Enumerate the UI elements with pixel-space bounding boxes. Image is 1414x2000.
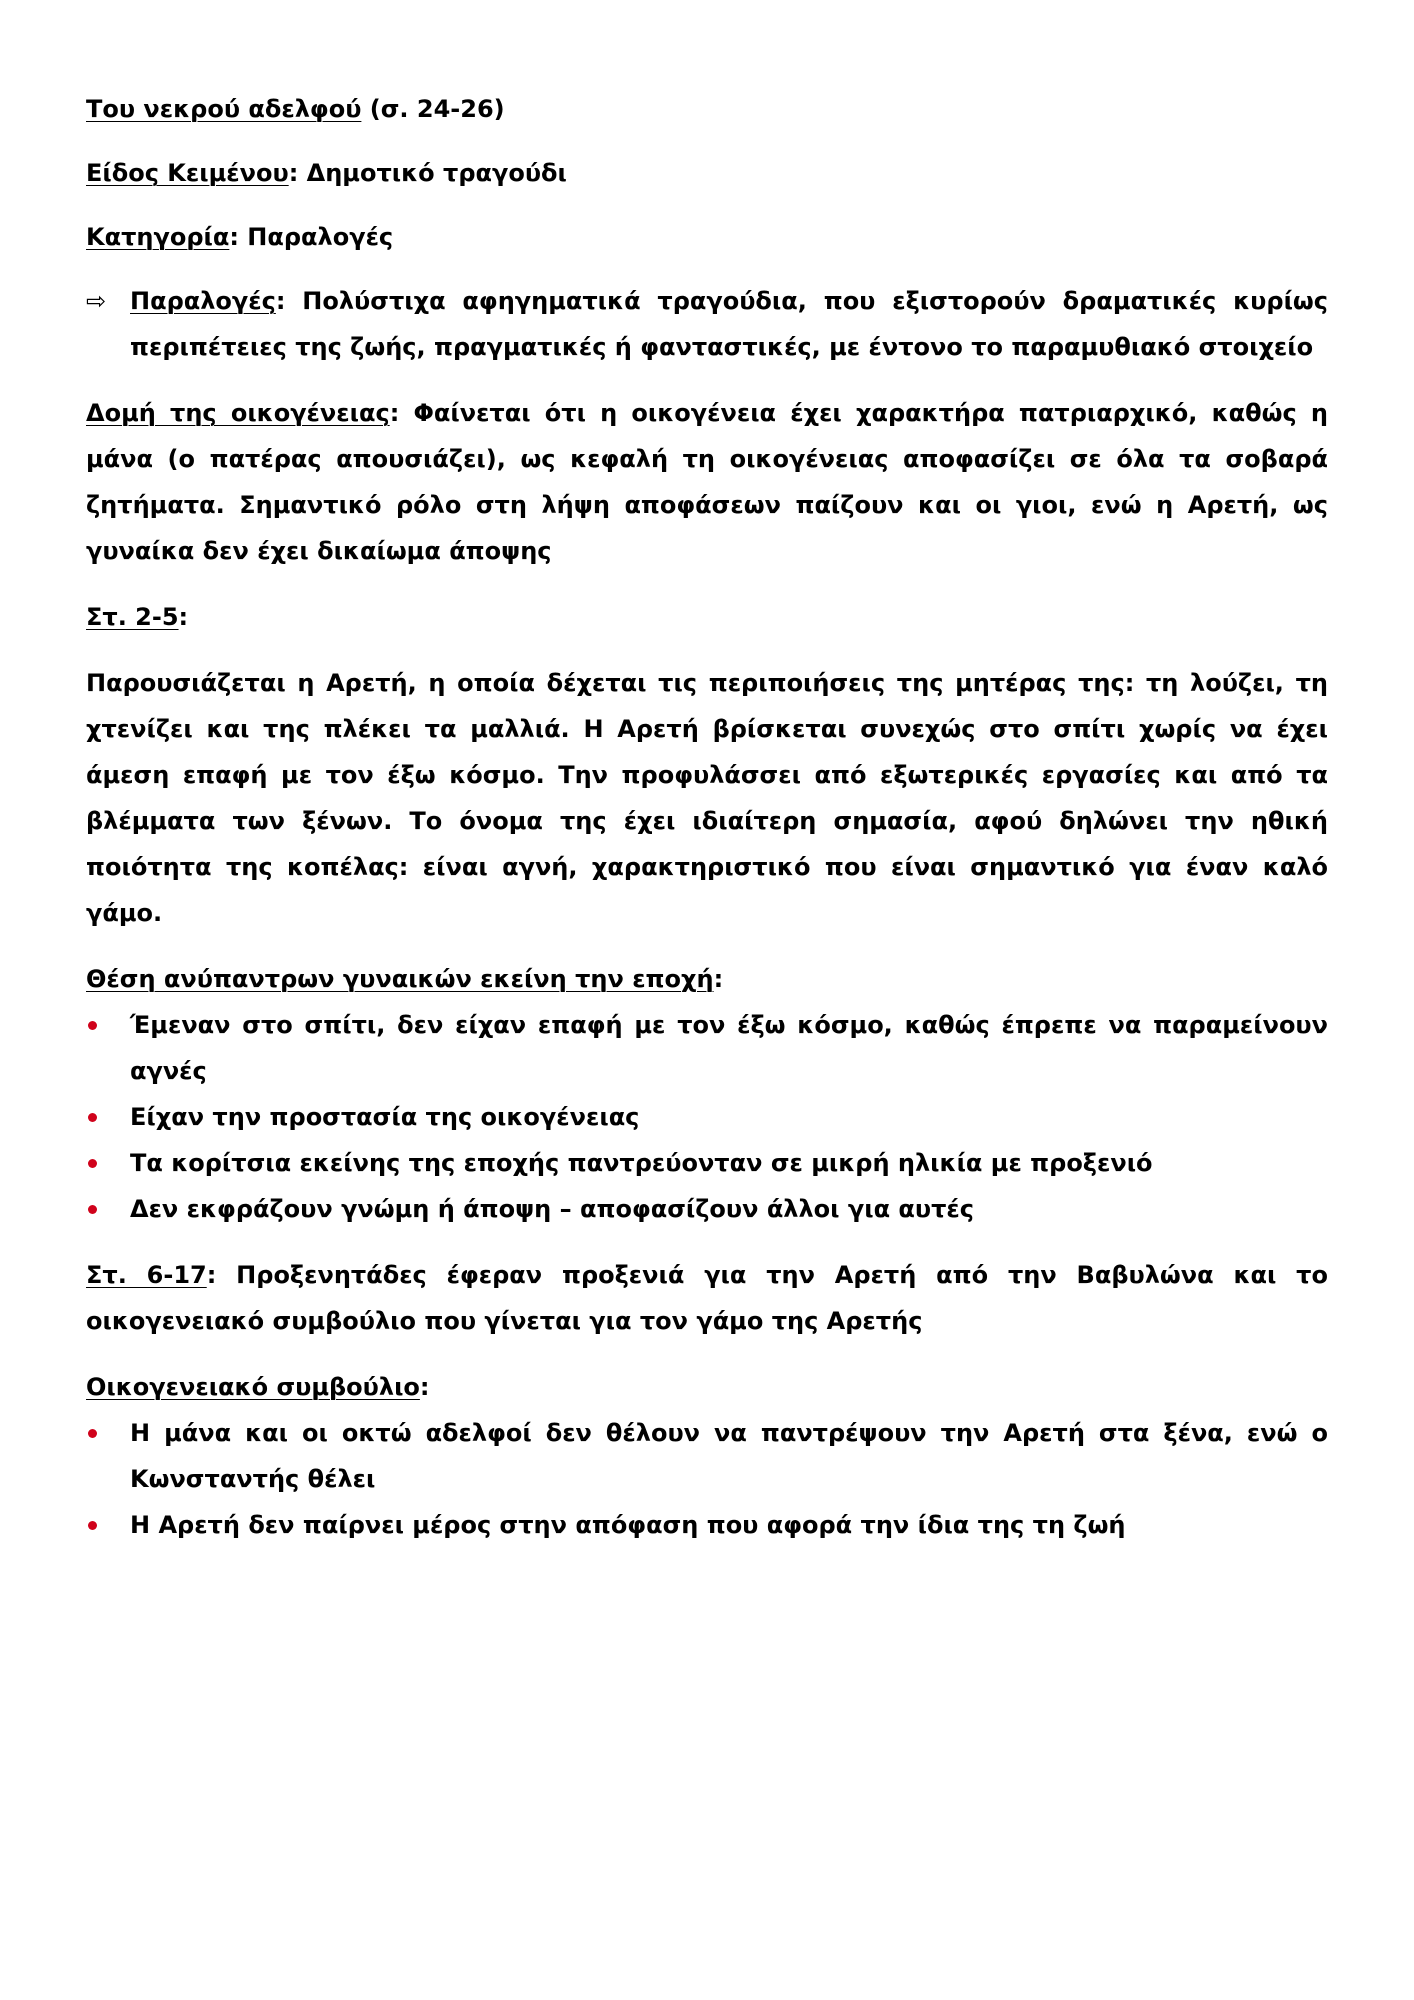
verses-6-17-label: Στ. 6-17 <box>86 1261 207 1289</box>
verses-6-17-text-1: : Προξενητάδες έφεραν προξενιά για την Αρετή από την Βαβυλώνα και το <box>206 1261 1328 1289</box>
list-item <box>86 1410 1328 1502</box>
bullet-icon <box>88 1429 97 1438</box>
verses-2-5-heading <box>86 594 1328 640</box>
verses-2-5-colon: : <box>178 603 189 631</box>
genre-label: Είδος Κειμένου <box>86 159 289 187</box>
definition-line-2: περιπέτειες της ζωής, πραγματικές ή φανταστικές, με έντονο το παραμυθιακό στοιχείο <box>130 333 1314 361</box>
document-title <box>86 86 1328 132</box>
list-item-text: Η Αρετή δεν παίρνει μέρος στην απόφαση που αφορά την ίδια της τη ζωή <box>130 1511 1126 1539</box>
council-list <box>86 1410 1328 1548</box>
list-item <box>86 1002 1328 1094</box>
list-item-text: Είχαν την προστασία της οικογένειας <box>130 1103 640 1131</box>
category-value: : Παραλογές <box>229 223 394 251</box>
family-text: : Φαίνεται ότι η οικογένεια έχει χαρακτήρα πατριαρχικό, καθώς η μάνα (ο πατέρας απουσιάζει), ως κεφαλή τη οικογένειας αποφασίζει σε όλα τα σοβαρά ζητήματα. Σημαντικό ρόλο στη λήψη αποφάσεων παίζουν και οι γιοι, ενώ η Αρετή, ως γυναίκα δεν έχει δικαίωμα άποψης <box>86 399 1328 565</box>
verses-2-5-label: Στ. 2-5 <box>86 603 179 631</box>
family-paragraph <box>86 390 1328 574</box>
verses-6-17-paragraph <box>86 1252 1328 1344</box>
bullet-icon <box>88 1159 97 1168</box>
women-list <box>86 1002 1328 1232</box>
list-item <box>86 1502 1328 1548</box>
genre-line <box>86 150 1328 196</box>
arrow-right-icon: ⇨ <box>86 287 107 315</box>
bullet-icon <box>88 1021 97 1030</box>
definition-label: Παραλογές <box>130 287 276 315</box>
category-label: Κατηγορία <box>86 223 230 251</box>
bullet-icon <box>88 1521 97 1530</box>
list-item-text: Η μάνα και οι οκτώ αδελφοί δεν θέλουν να παντρέψουν την Αρετή στα ξένα, ενώ ο Κωνσταντής θέλει <box>130 1419 1328 1493</box>
women-colon: : <box>713 965 724 993</box>
verses-2-5-paragraph: Παρουσιάζεται η Αρετή, η οποία δέχεται τις περιποιήσεις της μητέρας της: τη λούζει, τη χτενίζει και της πλέκει τα μαλλιά. Η Αρετή βρίσκεται συνεχώς στο σπίτι χωρίς να έχει άμεση επαφή με τον έξω κόσμο. Την προφυλάσσει από εξωτερικές εργασίες και από τα βλέμματα των ξένων. Το όνομα της έχει ιδιαίτερη σημασία, αφού δηλώνει την ηθική ποιότητα της κοπέλας: είναι αγνή, χαρακτηριστικό που είναι σημαντικό για έναν καλό γάμο. <box>86 669 1328 927</box>
list-item <box>86 1186 1328 1232</box>
council-heading <box>86 1364 1328 1410</box>
list-item <box>86 1140 1328 1186</box>
definition-line-1 <box>130 278 1328 324</box>
genre-value: : Δημοτικό τραγούδι <box>288 159 567 187</box>
women-label: Θέση ανύπαντρων γυναικών εκείνη την εποχή <box>86 965 714 993</box>
verses-6-17-line-1 <box>86 1252 1328 1298</box>
definition-item <box>86 278 1328 370</box>
family-label: Δομή της οικογένειας <box>86 399 390 427</box>
category-line <box>86 214 1328 260</box>
definition-text-1: : Πολύστιχα αφηγηματικά τραγούδια, που εξιστορούν δραματικές κυρίως <box>275 287 1328 315</box>
list-item-text: Δεν εκφράζουν γνώμη ή άποψη – αποφασίζουν άλλοι για αυτές <box>130 1195 975 1223</box>
title-name: Του νεκρού αδελφού <box>86 95 362 123</box>
council-colon: : <box>419 1373 430 1401</box>
title-pages: (σ. 24-26) <box>369 95 505 123</box>
list-item-text: Τα κορίτσια εκείνης της εποχής παντρεύονταν σε μικρή ηλικία με προξενιό <box>130 1149 1153 1177</box>
council-label: Οικογενειακό συμβούλιο <box>86 1373 420 1401</box>
bullet-icon <box>88 1113 97 1122</box>
bullet-icon <box>88 1205 97 1214</box>
list-item-text: Έμεναν στο σπίτι, δεν είχαν επαφή με τον έξω κόσμο, καθώς έπρεπε να παραμείνουν αγνές <box>130 1011 1328 1085</box>
women-heading <box>86 956 1328 1002</box>
document-page <box>86 86 1328 1548</box>
list-item <box>86 1094 1328 1140</box>
verses-6-17-line-2: οικογενειακό συμβούλιο που γίνεται για τον γάμο της Αρετής <box>86 1307 923 1335</box>
